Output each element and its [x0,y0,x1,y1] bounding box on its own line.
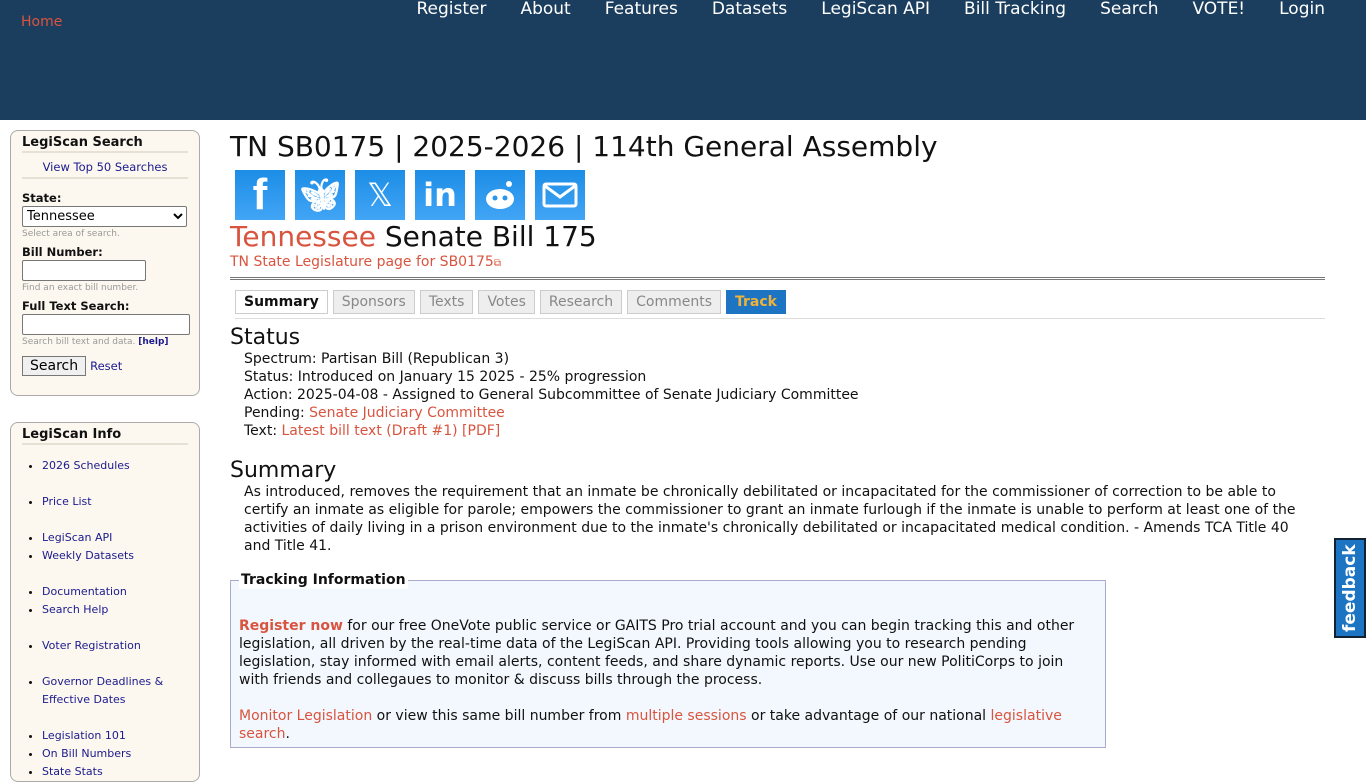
home-logo[interactable]: Home [21,14,63,30]
info-link[interactable]: Price List [42,495,92,508]
page-title: TN SB0175 | 2025-2026 | 114th General Assembly [230,130,938,163]
info-links [22,457,188,781]
bill-name: Senate Bill 175 [384,220,597,253]
summary-heading: Summary [230,458,337,483]
tracking-text: or take advantage of our national [746,708,991,724]
spectrum-label: Spectrum: [244,351,317,367]
legislative-search-link[interactable]: legislative search [239,708,1062,742]
reddit-icon[interactable] [475,170,525,220]
status-heading: Status [230,325,301,350]
nav-features[interactable]: Features [604,0,678,19]
main-content [230,130,1326,748]
nav-datasets[interactable]: Datasets [711,0,788,19]
tab-research[interactable]: Research [540,290,622,314]
bluesky-icon[interactable]: 🦋︎ [295,170,345,220]
status-details [230,350,1326,440]
text-label: Text: [244,423,278,439]
tab-comments[interactable]: Comments [627,290,721,314]
feedback-tab[interactable]: feedback [1334,538,1366,638]
info-link[interactable]: Search Help [42,603,109,616]
reset-link[interactable]: Reset [90,359,123,373]
status-value: Introduced on January 15 2025 - 25% progression [297,369,647,385]
nav-vote[interactable]: VOTE! [1192,0,1246,19]
tab-texts[interactable]: Texts [420,290,474,314]
spectrum-value: Partisan Bill (Republican 3) [321,351,510,367]
share-bar [235,170,1326,220]
linkedin-icon[interactable]: in [415,170,465,220]
summary-text: As introduced, removes the requirement that an inmate be chronically debilitated or incapacitated for the commissioner of correction to be able to certify an inmate as eligible for parole; empowers the commissioner to grant an inmate furlough if the inmate is unable to perform at least one of the activities of daily living in a prison environment due to the inmate's chronically debilitated or incapacitated medical condition. - Amends TCA Title 40 and Title 41. [244,484,1296,554]
search-box [10,130,200,396]
nav-login[interactable]: Login [1279,0,1325,19]
fulltext-input[interactable] [22,314,190,335]
tracking-info [230,571,1106,748]
pending-label: Pending: [244,405,305,421]
info-link[interactable]: Legislation 101 [42,729,126,742]
info-box-title: LegiScan Info [22,427,188,445]
nav-api[interactable]: LegiScan API [821,0,931,19]
info-link[interactable]: Governor Deadlines & Effective Dates [42,675,164,706]
register-now-link[interactable]: Register now [239,618,343,634]
monitor-link[interactable]: Monitor Legislation [239,708,373,724]
action-label: Action: [244,387,293,403]
bill-text-link[interactable]: Latest bill text (Draft #1) [PDF] [281,423,501,439]
help-link[interactable]: [help] [138,337,169,347]
info-link[interactable]: 2026 Schedules [42,459,130,472]
bill-number-input[interactable] [22,260,146,281]
info-link[interactable]: Documentation [42,585,127,598]
search-box-title: LegiScan Search [22,135,188,153]
tracking-text: . [285,726,290,742]
state-hint: Select area of search. [22,229,120,239]
bill-hint: Find an exact bill number. [22,283,139,293]
tab-summary[interactable]: Summary [235,290,328,314]
info-box [10,422,200,782]
fulltext-hint: Search bill text and data. [22,337,136,347]
bill-heading [230,220,1326,254]
top50-link[interactable]: View Top 50 Searches [42,160,168,174]
tracking-text: for our free OneVote public service or GAITS Pro trial account and you can begin tracking this and other legislation, all driven by the real-time data of the LegiScan API. Providing tools allowing you to research pending legislation, stay informed with email alerts, content feeds, and share dynamic reports. Use our new PolitiCorps to join with friends and collegaues to monitor & discuss bills through the process. [239,618,1075,688]
top-nav [399,0,1342,19]
tracking-legend: Tracking Information [241,572,406,588]
fulltext-label: Full Text Search: [22,299,130,313]
site-header [0,0,1366,120]
tracking-text: or view this same bill number from [372,708,626,724]
multiple-sessions-link[interactable]: multiple sessions [625,708,747,724]
bill-tabs [235,290,1325,319]
x-icon[interactable]: 𝕏 [355,170,405,220]
external-link-icon: ⧉ [493,258,501,269]
info-link[interactable]: Weekly Datasets [42,549,135,562]
tab-sponsors[interactable]: Sponsors [333,290,415,314]
state-legislature-link[interactable]: TN State Legislature page for SB0175 [230,254,494,270]
state-select[interactable] [22,206,187,227]
status-label: Status: [244,369,294,385]
nav-about[interactable]: About [520,0,571,19]
state-label: State: [22,191,62,205]
nav-register[interactable]: Register [416,0,487,19]
tab-votes[interactable]: Votes [478,290,534,314]
email-icon[interactable] [535,170,585,220]
action-value: 2025-04-08 - Assigned to General Subcommittee of Senate Judiciary Committee [297,387,859,403]
nav-bill-tracking[interactable]: Bill Tracking [964,0,1067,19]
info-link[interactable]: Voter Registration [42,639,141,652]
tab-track[interactable]: Track [726,290,786,314]
info-link[interactable]: State Stats [42,765,103,778]
nav-search[interactable]: Search [1100,0,1159,19]
facebook-icon[interactable]: f [235,170,285,220]
info-link[interactable]: LegiScan API [42,531,113,544]
search-button[interactable]: Search [22,356,86,376]
state-name: Tennessee [230,220,376,253]
bill-label: Bill Number: [22,245,103,259]
info-link[interactable]: On Bill Numbers [42,747,132,760]
pending-committee-link[interactable]: Senate Judiciary Committee [309,405,505,421]
